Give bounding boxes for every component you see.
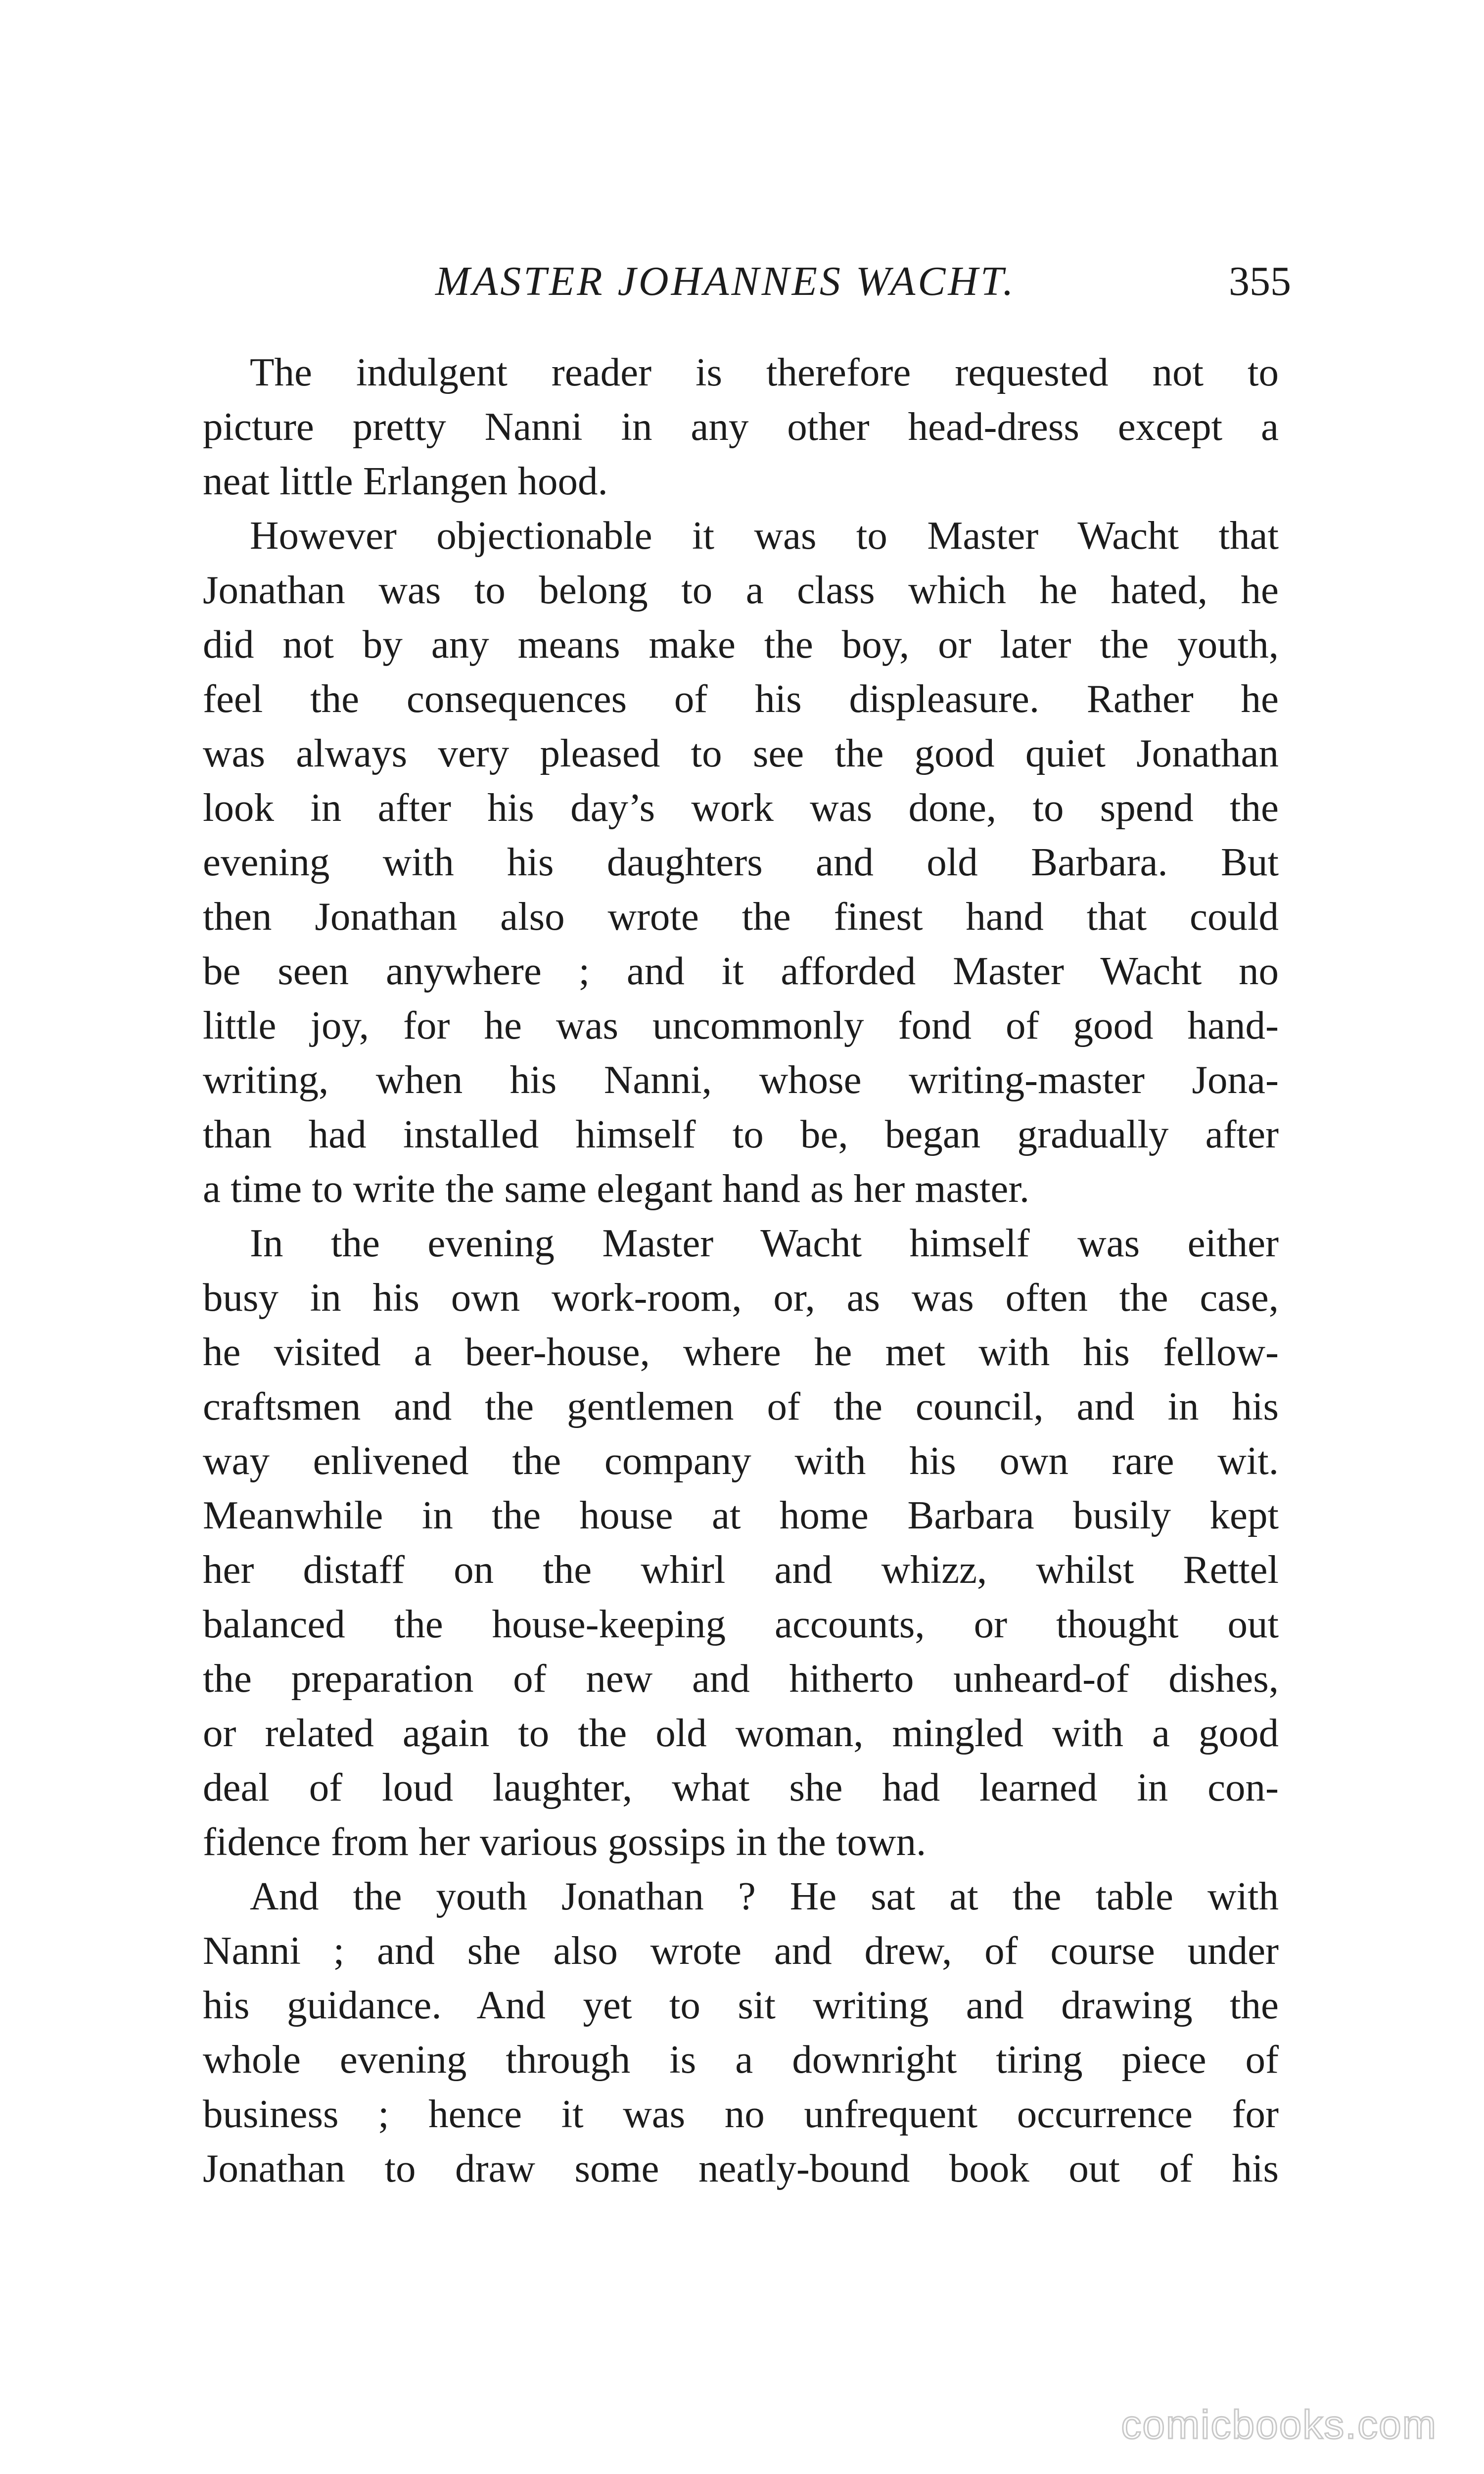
text-line: his guidance. And yet to sit writing and drawing the <box>203 1983 1279 2027</box>
text-line: picture pretty Nanni in any other head-dress except a <box>203 404 1279 449</box>
body-text <box>203 345 1279 2195</box>
text-line: look in after his day’s work was done, to spend the <box>203 785 1279 830</box>
text-line: whole evening through is a downright tiring piece of <box>203 2037 1279 2082</box>
text-line: In the evening Master Wacht himself was either <box>250 1221 1279 1265</box>
text-line: craftsmen and the gentlemen of the council, and in his <box>203 1384 1279 1428</box>
text-line: Nanni ; and she also wrote and drew, of course under <box>203 1928 1279 1973</box>
text-line: than had installed himself to be, began gradually after <box>203 1112 1279 1156</box>
text-line: balanced the house-keeping accounts, or thought out <box>203 1602 1279 1646</box>
page-number: 355 <box>1229 258 1291 304</box>
text-line: was always very pleased to see the good quiet Jonathan <box>203 731 1279 775</box>
text-line: did not by any means make the boy, or later the youth, <box>203 622 1279 666</box>
watermark: comicbooks.com <box>1121 2402 1437 2447</box>
text-line: Meanwhile in the house at home Barbara busily kept <box>203 1493 1279 1537</box>
text-line: business ; hence it was no unfrequent occurrence for <box>203 2092 1279 2136</box>
text-line: a time to write the same elegant hand as her master. <box>203 1166 1030 1211</box>
text-line: he visited a beer-house, where he met with his fellow- <box>203 1330 1279 1374</box>
text-line: be seen anywhere ; and it afforded Master Wacht no <box>203 949 1279 993</box>
text-line: little joy, for he was uncommonly fond of good hand- <box>203 1003 1279 1047</box>
running-title: MASTER JOHANNES WACHT. <box>435 258 1016 304</box>
text-line: writing, when his Nanni, whose writing-master Jona- <box>203 1057 1279 1102</box>
text-line: evening with his daughters and old Barbara. But <box>203 840 1279 884</box>
text-line: way enlivened the company with his own rare wit. <box>203 1438 1279 1483</box>
text-line: then Jonathan also wrote the finest hand that could <box>203 894 1279 939</box>
text-line: The indulgent reader is therefore requested not to <box>250 350 1279 394</box>
text-line: busy in his own work-room, or, as was often the case, <box>203 1275 1279 1320</box>
text-line: Jonathan to draw some neatly-bound book out of his <box>203 2146 1279 2190</box>
text-line: Jonathan was to belong to a class which he hated, he <box>203 568 1279 612</box>
text-line: feel the consequences of his displeasure. Rather he <box>203 676 1279 721</box>
text-line: or related again to the old woman, mingled with a good <box>203 1711 1279 1755</box>
running-head <box>203 257 1291 312</box>
text-line: her distaff on the whirl and whizz, whilst Rettel <box>203 1547 1279 1592</box>
text-line: the preparation of new and hitherto unheard-of dishes, <box>203 1656 1279 1701</box>
text-line: neat little Erlangen hood. <box>203 459 608 503</box>
text-line: However objectionable it was to Master Wacht that <box>250 513 1279 558</box>
text-line: And the youth Jonathan ? He sat at the table with <box>250 1874 1279 1918</box>
text-line: deal of loud laughter, what she had learned in con- <box>203 1765 1279 1809</box>
text-line: fidence from her various gossips in the town. <box>203 1819 927 1864</box>
